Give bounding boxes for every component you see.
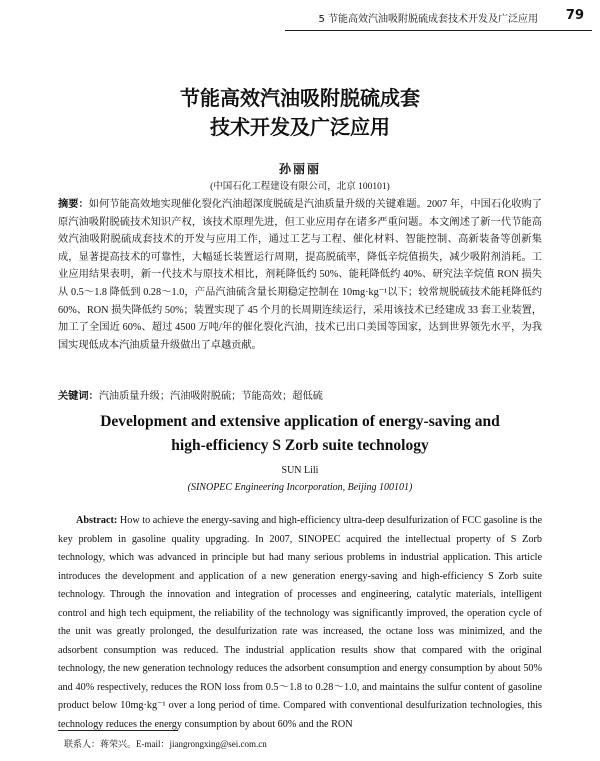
english-abstract-text: How to achieve the energy-saving and high-efficiency ultra-deep desulfurization of FCC gasoline is the key problem in gasoline quality upgrading. In 2007, SINOPEC acquired the intellectual property of S Zorb technology, which was advanced in principle but had many serious problems in industrial application. This article introduces the development and application of a new generation energy-saving and high-efficiency S Zorb suite technology. Through the innovation and integration of processes and engineering, catalytic materials, intelligent control and high tech equipment, the reliability of the technology was significantly improved, the operation cycle of the unit was greatly prolonged, the desulfurization rate was increased, the octane loss was minimized, and the adsorbent consumption was reduced. The industrial application results show that compared with the original technology, the new generation technology reduces the adsorbent consumption and energy consumption by about 50% and 40% respectively, reduces the RON loss from 0.5～1.8 to 0.28～1.0, and maintains the sulfur content of gasoline product below 10mg·kg⁻¹ over a long period of time. Compared with conventional desulfurization technologies, this technology reduces the energy consumption by about 60% and the RON — [58, 515, 542, 730]
running-header-title: 5 节能高效汽油吸附脱硫成套技术开发及广泛应用 — [318, 14, 538, 25]
chinese-abstract-text: 如何节能高效地实现催化裂化汽油超深度脱硫是汽油质量升级的关键难题。2007 年，中国石化收购了原汽油吸附脱硫技术知识产权，该技术原理先进，但工业应用存在诸多严重问题。本文阐述了新一代节能高效汽油吸附脱硫成套技术的开发与应用工作，通过工艺与工程、催化材料、智能控制、高新装备等创新集成，显著提高技术的可靠性，大幅延长装置运行周期，提高脱硫率，降低辛烷值损失，减少吸附剂消耗。工业应用结果表明，新一代技术与原技术相比，剂耗降低约 50%、能耗降低约 40%、研究法辛烷值 RON 损失从 0.5～1.8 降低到 0.28～1.0，产品汽油硫含量长期稳定控制在 10mg·kg⁻¹以下；较常规脱硫技术能耗降低约 60%、RON 损失降低约 50%；装置实现了 45 个月的长周期连续运行，采用该技术已经建成 33 套工业装置，加工了全国近 60%、超过 4500 万吨/年的催化裂化汽油，技术已出口美国等国家，达到世界领先水平，为我国实现低成本汽油质量升级做出了卓越贡献。 — [58, 199, 543, 351]
english-abstract — [58, 512, 542, 734]
chinese-title-line-1: 节能高效汽油吸附脱硫成套 — [180, 86, 420, 110]
footnote-rule — [58, 730, 178, 731]
footnote: 联系人：蒋荣兴。E-mail：jiangrongxing@sei.com.cn — [64, 739, 267, 749]
chinese-affiliation: (中国石化工程建设有限公司，北京 100101) — [210, 182, 390, 192]
english-affiliation: (SINOPEC Engineering Incorporation, Beijing 100101) — [187, 482, 413, 493]
chinese-keywords — [58, 387, 542, 402]
english-author: SUN Lili — [281, 465, 319, 476]
english-title-line-2: high-efficiency S Zorb suite technology — [171, 437, 429, 454]
chinese-author: 孙丽丽 — [278, 162, 321, 176]
english-title-line-1: Development and extensive application of energy-saving and — [100, 413, 500, 430]
english-title — [0, 410, 600, 458]
chinese-title — [0, 84, 600, 142]
chinese-keywords-text: 汽油质量升级；汽油吸附脱硫；节能高效；超低硫 — [98, 391, 323, 402]
english-abstract-label: Abstract: — [76, 515, 118, 526]
chinese-abstract — [58, 196, 542, 354]
running-header — [0, 9, 600, 29]
chinese-keywords-label: 关键词： — [58, 391, 99, 402]
page-number: 79 — [565, 8, 584, 23]
header-rule — [285, 30, 592, 31]
chinese-title-line-2: 技术开发及广泛应用 — [210, 115, 390, 139]
chinese-abstract-label: 摘要： — [58, 199, 89, 210]
